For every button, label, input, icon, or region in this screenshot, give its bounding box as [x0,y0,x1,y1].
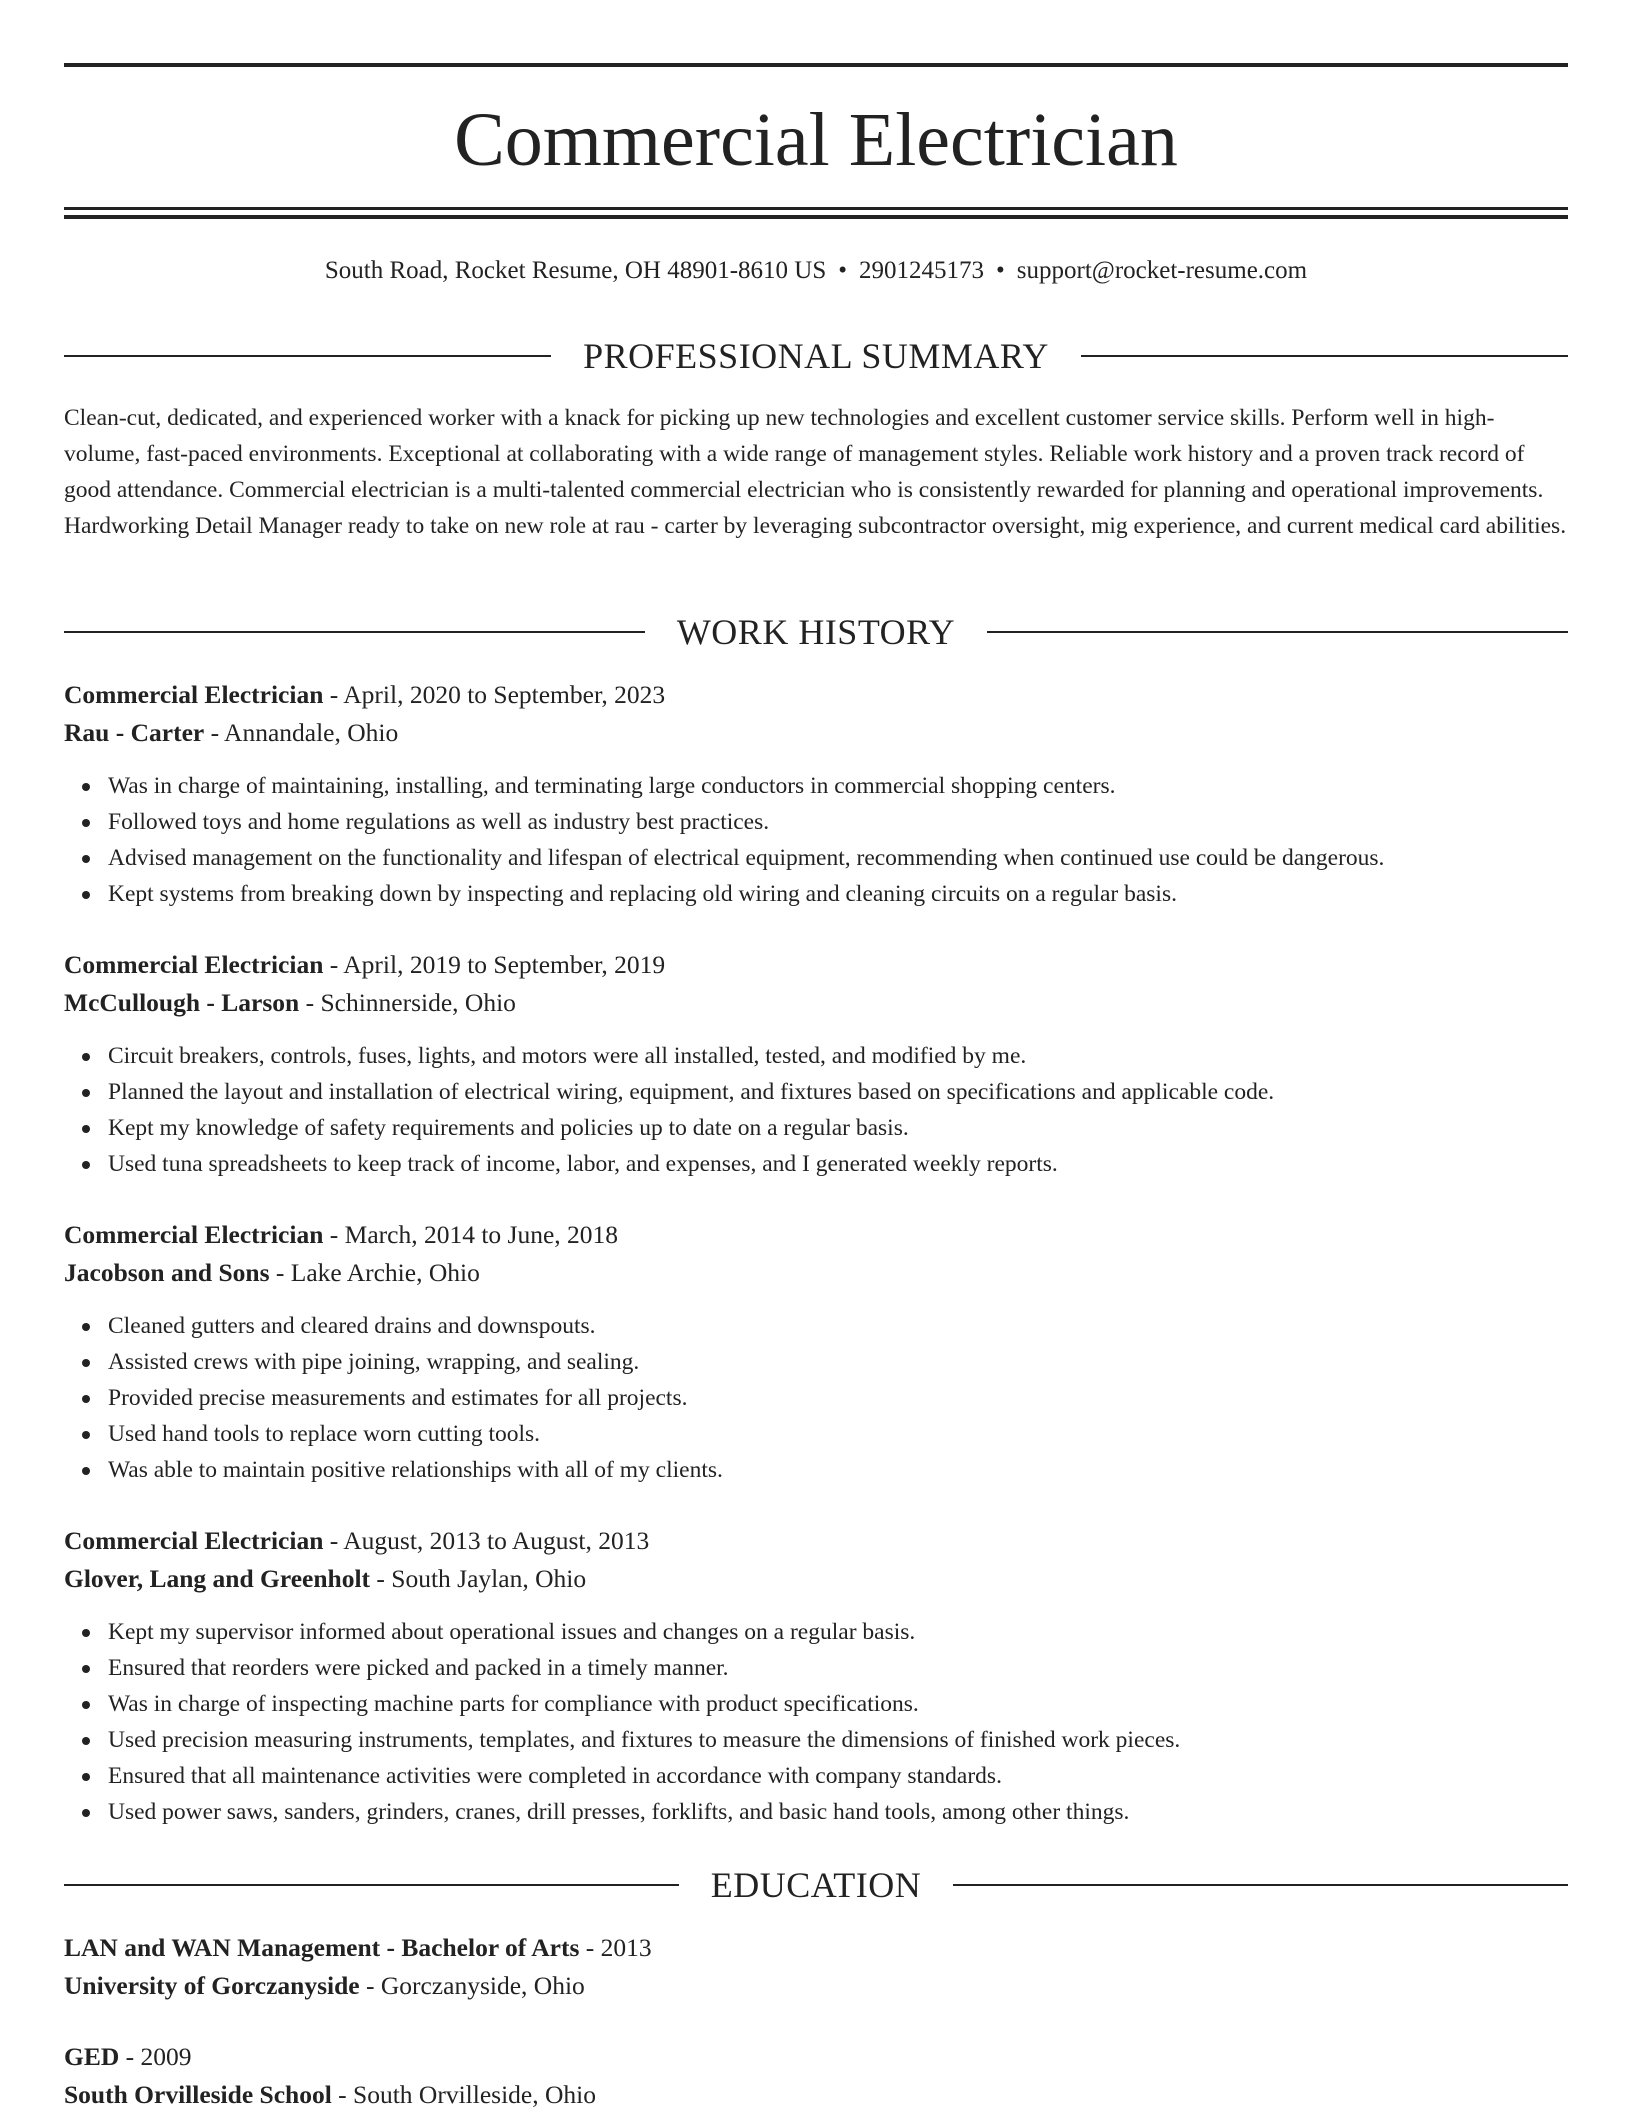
job-company: Glover, Lang and Greenholt [64,1564,371,1593]
resume-name: Commercial Electrician [454,98,1178,182]
bullet-item: Used hand tools to replace worn cutting tools. [108,1416,1568,1452]
job-dates: - April, 2020 to September, 2023 [323,680,666,709]
education-year: - 2013 [579,1933,652,1962]
job-bullets [64,1308,1568,1488]
bullet-item: Ensured that all maintenance activities were completed in accordance with company standards. [108,1758,1568,1794]
job-company-line [64,1560,1568,1598]
education-school-line [64,1967,1568,2005]
education-degree-line [64,1929,1568,1967]
bullet-item: Was able to maintain positive relationships with all of my clients. [108,1452,1568,1488]
contact-address: South Road, Rocket Resume, OH 48901-8610 US [324,257,827,284]
section-heading-education [64,1863,1568,1907]
job-entry [64,1522,1568,1830]
job-title: Commercial Electrician [64,950,324,979]
job-location: - Annandale, Ohio [204,718,399,747]
bullet-item: Circuit breakers, controls, fuses, lights, and motors were all installed, tested, and modified by me. [108,1038,1568,1074]
heading-rule-left [64,1884,679,1886]
job-title: Commercial Electrician [64,1526,324,1555]
heading-rule-right [953,1884,1568,1886]
job-title: Commercial Electrician [64,1220,324,1249]
bullet-item: Advised management on the functionality and lifespan of electrical equipment, recommending when continued use could be dangerous. [108,840,1568,876]
bullet-item: Kept my knowledge of safety requirements and policies up to date on a regular basis. [108,1110,1568,1146]
bullet-item: Planned the layout and installation of electrical wiring, equipment, and fixtures based on specifications and applicable code. [108,1074,1568,1110]
education-school: University of Gorczanyside [64,1971,360,2000]
bullet-item: Was in charge of maintaining, installing, and terminating large conductors in commercial shopping centers. [108,768,1568,804]
job-title: Commercial Electrician [64,680,324,709]
contact-phone[interactable]: 2901245173 [859,257,985,284]
job-company-line [64,984,1568,1022]
contact-separator: • [996,257,1005,284]
education-degree: LAN and WAN Management - Bachelor of Arts [64,1933,580,1962]
job-title-line [64,1216,1568,1254]
job-location: - Schinnerside, Ohio [299,988,516,1017]
job-bullets [64,1614,1568,1830]
job-company: Rau - Carter [64,718,205,747]
job-company: McCullough - Larson [64,988,300,1017]
summary-text: Clean-cut, dedicated, and experienced worker with a knack for picking up new technologies and excellent customer service skills. Perform well in high-volume, fast-paced environments. Exceptional at collaborating with a wide range of management styles. Reliable work history and a proven track record of good attendance. Commercial electrician is a multi-talented commercial electrician who is consistently rewarded for planning and operational improvements. Hardworking Detail Manager ready to take on new role at rau - carter by leveraging subcontractor oversight, mig experience, and current medical card abilities. [64,405,1567,539]
job-dates: - April, 2019 to September, 2019 [323,950,666,979]
section-title: PROFESSIONAL SUMMARY [583,336,1049,376]
heading-rule-left [64,631,645,633]
section-title: WORK HISTORY [676,612,956,652]
education-year: - 2009 [119,2042,192,2071]
job-location: - South Jaylan, Ohio [370,1564,587,1593]
education-degree: GED [64,2042,120,2071]
job-company: Jacobson and Sons [64,1258,270,1287]
job-company-line [64,714,1568,752]
heading-rule-left [64,355,551,357]
bullet-item: Kept my supervisor informed about operational issues and changes on a regular basis. [108,1614,1568,1650]
job-entry [64,676,1568,912]
heading-rule-right [987,631,1568,633]
job-location: - Lake Archie, Ohio [269,1258,480,1287]
bullet-item: Ensured that reorders were picked and packed in a timely manner. [108,1650,1568,1686]
job-title-line [64,1522,1568,1560]
bullet-item: Cleaned gutters and cleared drains and downspouts. [108,1308,1568,1344]
education-entry [64,1929,1568,2005]
header-double-rule [64,207,1568,219]
education-degree-line [64,2038,1568,2076]
bullet-item: Used power saws, sanders, grinders, cranes, drill presses, forklifts, and basic hand tools, among other things. [108,1794,1568,1830]
section-title: EDUCATION [710,1865,922,1905]
bullet-item: Kept systems from breaking down by inspecting and replacing old wiring and cleaning circuits on a regular basis. [108,876,1568,912]
bullet-item: Provided precise measurements and estimates for all projects. [108,1380,1568,1416]
education-school: South Orvilleside School [64,2080,332,2109]
contact-separator: • [838,257,848,284]
job-dates: - March, 2014 to June, 2018 [323,1220,619,1249]
education-location: - Gorczanyside, Ohio [359,1971,585,2000]
section-heading-summary [64,334,1568,378]
education-school-line [64,2076,1568,2114]
job-entry [64,1216,1568,1488]
job-title-line [64,676,1568,714]
job-bullets [64,1038,1568,1182]
bullet-item: Was in charge of inspecting machine parts for compliance with product specifications. [108,1686,1568,1722]
education-entry [64,2038,1568,2114]
job-dates: - August, 2013 to August, 2013 [323,1526,650,1555]
job-company-line [64,1254,1568,1292]
job-entry [64,946,1568,1182]
contact-line [64,254,1568,288]
bullet-item: Assisted crews with pipe joining, wrapping, and sealing. [108,1344,1568,1380]
job-bullets [64,768,1568,912]
bullet-item: Followed toys and home regulations as well as industry best practices. [108,804,1568,840]
section-heading-work-history [64,610,1568,654]
bullet-item: Used tuna spreadsheets to keep track of income, labor, and expenses, and I generated weekly reports. [108,1146,1568,1182]
top-rule [64,63,1568,67]
contact-email[interactable]: support@rocket-resume.com [1016,257,1308,284]
bullet-item: Used precision measuring instruments, templates, and fixtures to measure the dimensions of finished work pieces. [108,1722,1568,1758]
heading-rule-right [1081,355,1568,357]
job-title-line [64,946,1568,984]
education-location: - South Orvilleside, Ohio [331,2080,596,2109]
